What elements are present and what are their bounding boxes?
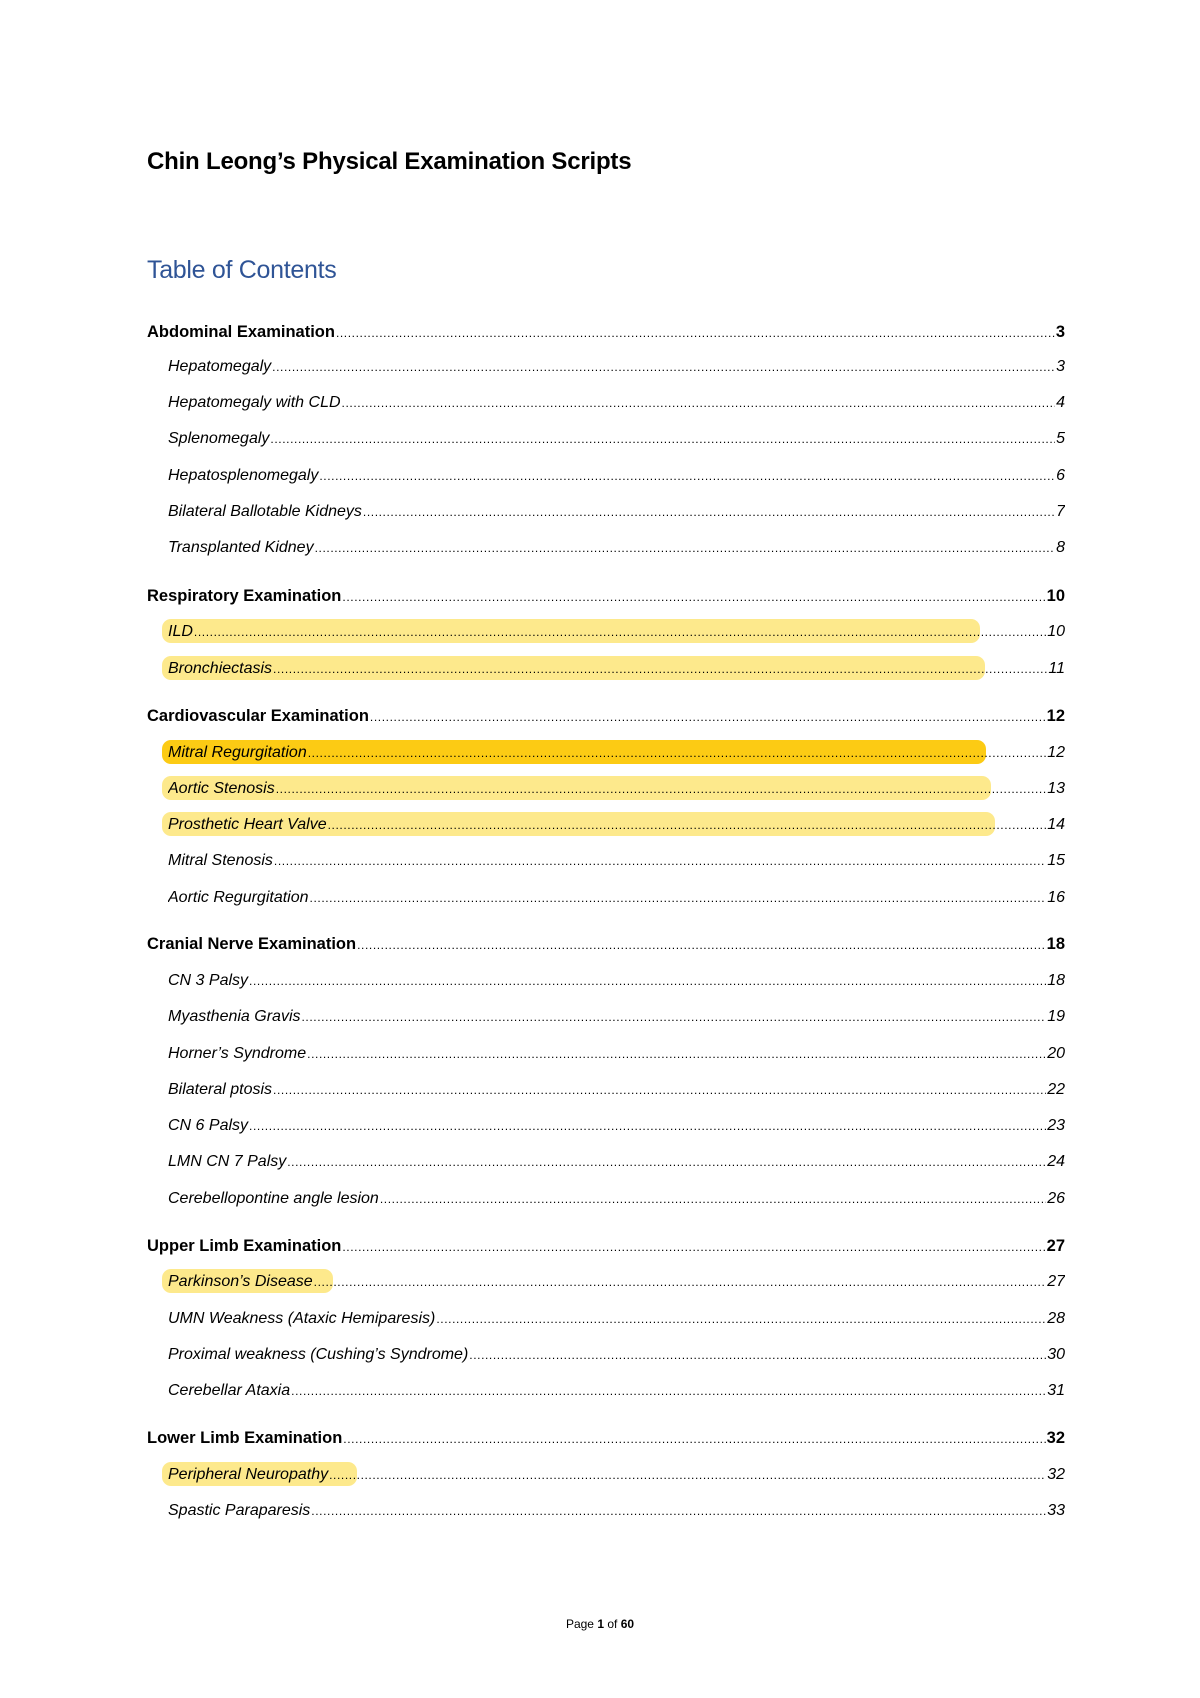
- toc-subsection-entry[interactable]: [168, 620, 1065, 644]
- toc-dot-leader: [249, 1114, 1046, 1138]
- toc-entry-label: Bronchiectasis: [168, 660, 273, 677]
- toc-entry-page: 10: [1047, 623, 1065, 640]
- toc-dot-leader: [273, 1078, 1046, 1102]
- toc-entry-label: Transplanted Kidney: [168, 539, 314, 556]
- toc-entry-label: Cerebellopontine angle lesion: [168, 1190, 379, 1207]
- toc-entry-label: Mitral Stenosis: [168, 852, 273, 869]
- toc-dot-leader: [276, 777, 1046, 801]
- toc-entry-label: ILD: [168, 623, 193, 640]
- toc-entry-page: 16: [1047, 889, 1065, 906]
- toc-entry-page: 4: [1056, 394, 1065, 411]
- toc-entry-label: Parkinson’s Disease: [168, 1273, 313, 1290]
- toc-dot-leader: [343, 1427, 1045, 1450]
- toc-entry-label: LMN CN 7 Palsy: [168, 1153, 287, 1170]
- toc-subsection-entry[interactable]: [168, 1078, 1065, 1102]
- toc-dot-leader: [319, 464, 1055, 488]
- toc-entry-page: 23: [1047, 1117, 1065, 1134]
- toc-subsection-entry[interactable]: [168, 813, 1065, 837]
- toc-entry-label: Hepatomegaly: [168, 358, 272, 375]
- toc-entry-page: 28: [1047, 1310, 1065, 1327]
- toc-entry-label: Hepatosplenomegaly: [168, 467, 319, 484]
- toc-entry-page: 27: [1046, 1237, 1065, 1255]
- toc-subsection-entry[interactable]: [168, 1114, 1065, 1138]
- toc-subsection-entry[interactable]: [168, 536, 1065, 560]
- toc-heading: Table of Contents: [147, 256, 337, 284]
- toc-subsection-entry[interactable]: [168, 1270, 1065, 1294]
- toc-entry-label: Abdominal Examination: [147, 323, 335, 341]
- toc-dot-leader: [291, 1379, 1046, 1403]
- toc-subsection-entry[interactable]: [168, 886, 1065, 910]
- toc-dot-leader: [329, 1463, 1046, 1487]
- toc-entry-label: Hepatomegaly with CLD: [168, 394, 341, 411]
- toc-subsection-entry[interactable]: [168, 391, 1065, 415]
- toc-subsection-entry[interactable]: [168, 1187, 1065, 1211]
- toc-section-entry[interactable]: [147, 704, 1065, 728]
- toc-subsection-entry[interactable]: [168, 1343, 1065, 1367]
- toc-entry-page: 32: [1046, 1429, 1065, 1447]
- toc-entry-page: 30: [1047, 1346, 1065, 1363]
- toc-entry-page: 5: [1056, 430, 1065, 447]
- toc-entry-page: 12: [1047, 744, 1065, 761]
- toc-entry-label: Peripheral Neuropathy: [168, 1466, 329, 1483]
- page-current: 1: [597, 1617, 604, 1631]
- toc-entry-page: 13: [1047, 780, 1065, 797]
- toc-dot-leader: [273, 657, 1047, 681]
- toc-dot-leader: [302, 1005, 1047, 1029]
- toc-entry-page: 18: [1047, 972, 1065, 989]
- toc-entry-label: CN 6 Palsy: [168, 1117, 249, 1134]
- toc-dot-leader: [314, 1270, 1047, 1294]
- toc-section-entry[interactable]: [147, 1234, 1065, 1258]
- toc-entry-label: Myasthenia Gravis: [168, 1008, 301, 1025]
- toc-subsection-entry[interactable]: [168, 1005, 1065, 1029]
- toc-entry-label: Proximal weakness (Cushing’s Syndrome): [168, 1346, 469, 1363]
- toc-entry-page: 20: [1047, 1045, 1065, 1062]
- toc-entry-page: 14: [1047, 816, 1065, 833]
- toc-subsection-entry[interactable]: [168, 1499, 1065, 1523]
- toc-dot-leader: [270, 427, 1055, 451]
- toc-entry-page: 3: [1056, 358, 1065, 375]
- toc-section-entry[interactable]: [147, 932, 1065, 956]
- toc-subsection-entry[interactable]: [168, 1150, 1065, 1174]
- toc-entry-page: 31: [1047, 1382, 1065, 1399]
- toc-entry-label: Mitral Regurgitation: [168, 744, 307, 761]
- toc-entry-page: 7: [1056, 503, 1065, 520]
- toc-dot-leader: [274, 849, 1046, 873]
- toc-dot-leader: [342, 1235, 1045, 1258]
- page-footer: [0, 1617, 1200, 1631]
- toc-dot-leader: [308, 741, 1046, 765]
- toc-subsection-entry[interactable]: [168, 1042, 1065, 1066]
- document-title: Chin Leong’s Physical Examination Scripts: [147, 148, 632, 175]
- toc-dot-leader: [469, 1343, 1046, 1367]
- toc-dot-leader: [249, 969, 1046, 993]
- toc-dot-leader: [363, 500, 1055, 524]
- toc-dot-leader: [315, 536, 1056, 560]
- toc-entry-label: Spastic Paraparesis: [168, 1502, 311, 1519]
- toc-dot-leader: [194, 620, 1046, 644]
- toc-entry-label: Upper Limb Examination: [147, 1237, 342, 1255]
- toc-subsection-entry[interactable]: [168, 427, 1065, 451]
- toc-subsection-entry[interactable]: [168, 1463, 1065, 1487]
- toc-entry-page: 3: [1055, 323, 1065, 341]
- toc-entry-page: 12: [1046, 707, 1065, 725]
- toc-entry-page: 27: [1047, 1273, 1065, 1290]
- toc-subsection-entry[interactable]: [168, 500, 1065, 524]
- toc-section-entry[interactable]: [147, 320, 1065, 344]
- toc-entry-page: 22: [1047, 1081, 1065, 1098]
- toc-dot-leader: [307, 1042, 1046, 1066]
- toc-entry-page: 18: [1046, 935, 1065, 953]
- toc-entry-label: CN 3 Palsy: [168, 972, 249, 989]
- toc-dot-leader: [342, 391, 1056, 415]
- toc-entry-page: 19: [1047, 1008, 1065, 1025]
- toc-entry-page: 15: [1047, 852, 1065, 869]
- toc-entry-label: Aortic Stenosis: [168, 780, 275, 797]
- toc-entry-label: Cranial Nerve Examination: [147, 935, 357, 953]
- toc-dot-leader: [310, 886, 1047, 910]
- toc-subsection-entry[interactable]: [168, 657, 1065, 681]
- page-total: 60: [620, 1617, 635, 1631]
- toc-subsection-entry[interactable]: [168, 355, 1065, 379]
- toc-entry-label: Bilateral ptosis: [168, 1081, 273, 1098]
- toc-dot-leader: [380, 1187, 1046, 1211]
- page-label: Page: [565, 1617, 594, 1631]
- toc-entry-page: 24: [1047, 1153, 1065, 1170]
- toc-entry-label: UMN Weakness (Ataxic Hemiparesis): [168, 1310, 436, 1327]
- page-of: of: [607, 1617, 618, 1631]
- toc-dot-leader: [342, 585, 1045, 608]
- toc-subsection-entry[interactable]: [168, 777, 1065, 801]
- toc-entry-page: 10: [1046, 587, 1065, 605]
- toc-entry-page: 26: [1047, 1190, 1065, 1207]
- toc-subsection-entry[interactable]: [168, 741, 1065, 765]
- toc-section-entry[interactable]: [147, 584, 1065, 608]
- toc-dot-leader: [272, 355, 1055, 379]
- toc-dot-leader: [357, 933, 1046, 956]
- toc-subsection-entry[interactable]: [168, 1307, 1065, 1331]
- toc-entry-page: 32: [1047, 1466, 1065, 1483]
- toc-entry-label: Respiratory Examination: [147, 587, 342, 605]
- toc-dot-leader: [328, 813, 1047, 837]
- toc-entry-label: Lower Limb Examination: [147, 1429, 343, 1447]
- toc-entry-label: Horner’s Syndrome: [168, 1045, 307, 1062]
- toc-dot-leader: [336, 321, 1055, 344]
- toc-entry-label: Splenomegaly: [168, 430, 270, 447]
- toc-entry-label: Cardiovascular Examination: [147, 707, 369, 725]
- toc-entry-label: Bilateral Ballotable Kidneys: [168, 503, 362, 520]
- toc-entry-label: Aortic Regurgitation: [168, 889, 309, 906]
- toc-dot-leader: [370, 705, 1046, 728]
- toc-subsection-entry[interactable]: [168, 969, 1065, 993]
- toc-entry-page: 6: [1056, 467, 1065, 484]
- toc-entry-page: 8: [1056, 539, 1065, 556]
- toc-dot-leader: [436, 1307, 1046, 1331]
- toc-entry-label: Prosthetic Heart Valve: [168, 816, 327, 833]
- toc-subsection-entry[interactable]: [168, 849, 1065, 873]
- toc-entry-page: 11: [1048, 660, 1065, 677]
- toc-section-entry[interactable]: [147, 1426, 1065, 1450]
- toc-entry-page: 33: [1047, 1502, 1065, 1519]
- toc-dot-leader: [287, 1150, 1046, 1174]
- toc-subsection-entry[interactable]: [168, 464, 1065, 488]
- toc-entry-label: Cerebellar Ataxia: [168, 1382, 291, 1399]
- toc-dot-leader: [311, 1499, 1046, 1523]
- toc-subsection-entry[interactable]: [168, 1379, 1065, 1403]
